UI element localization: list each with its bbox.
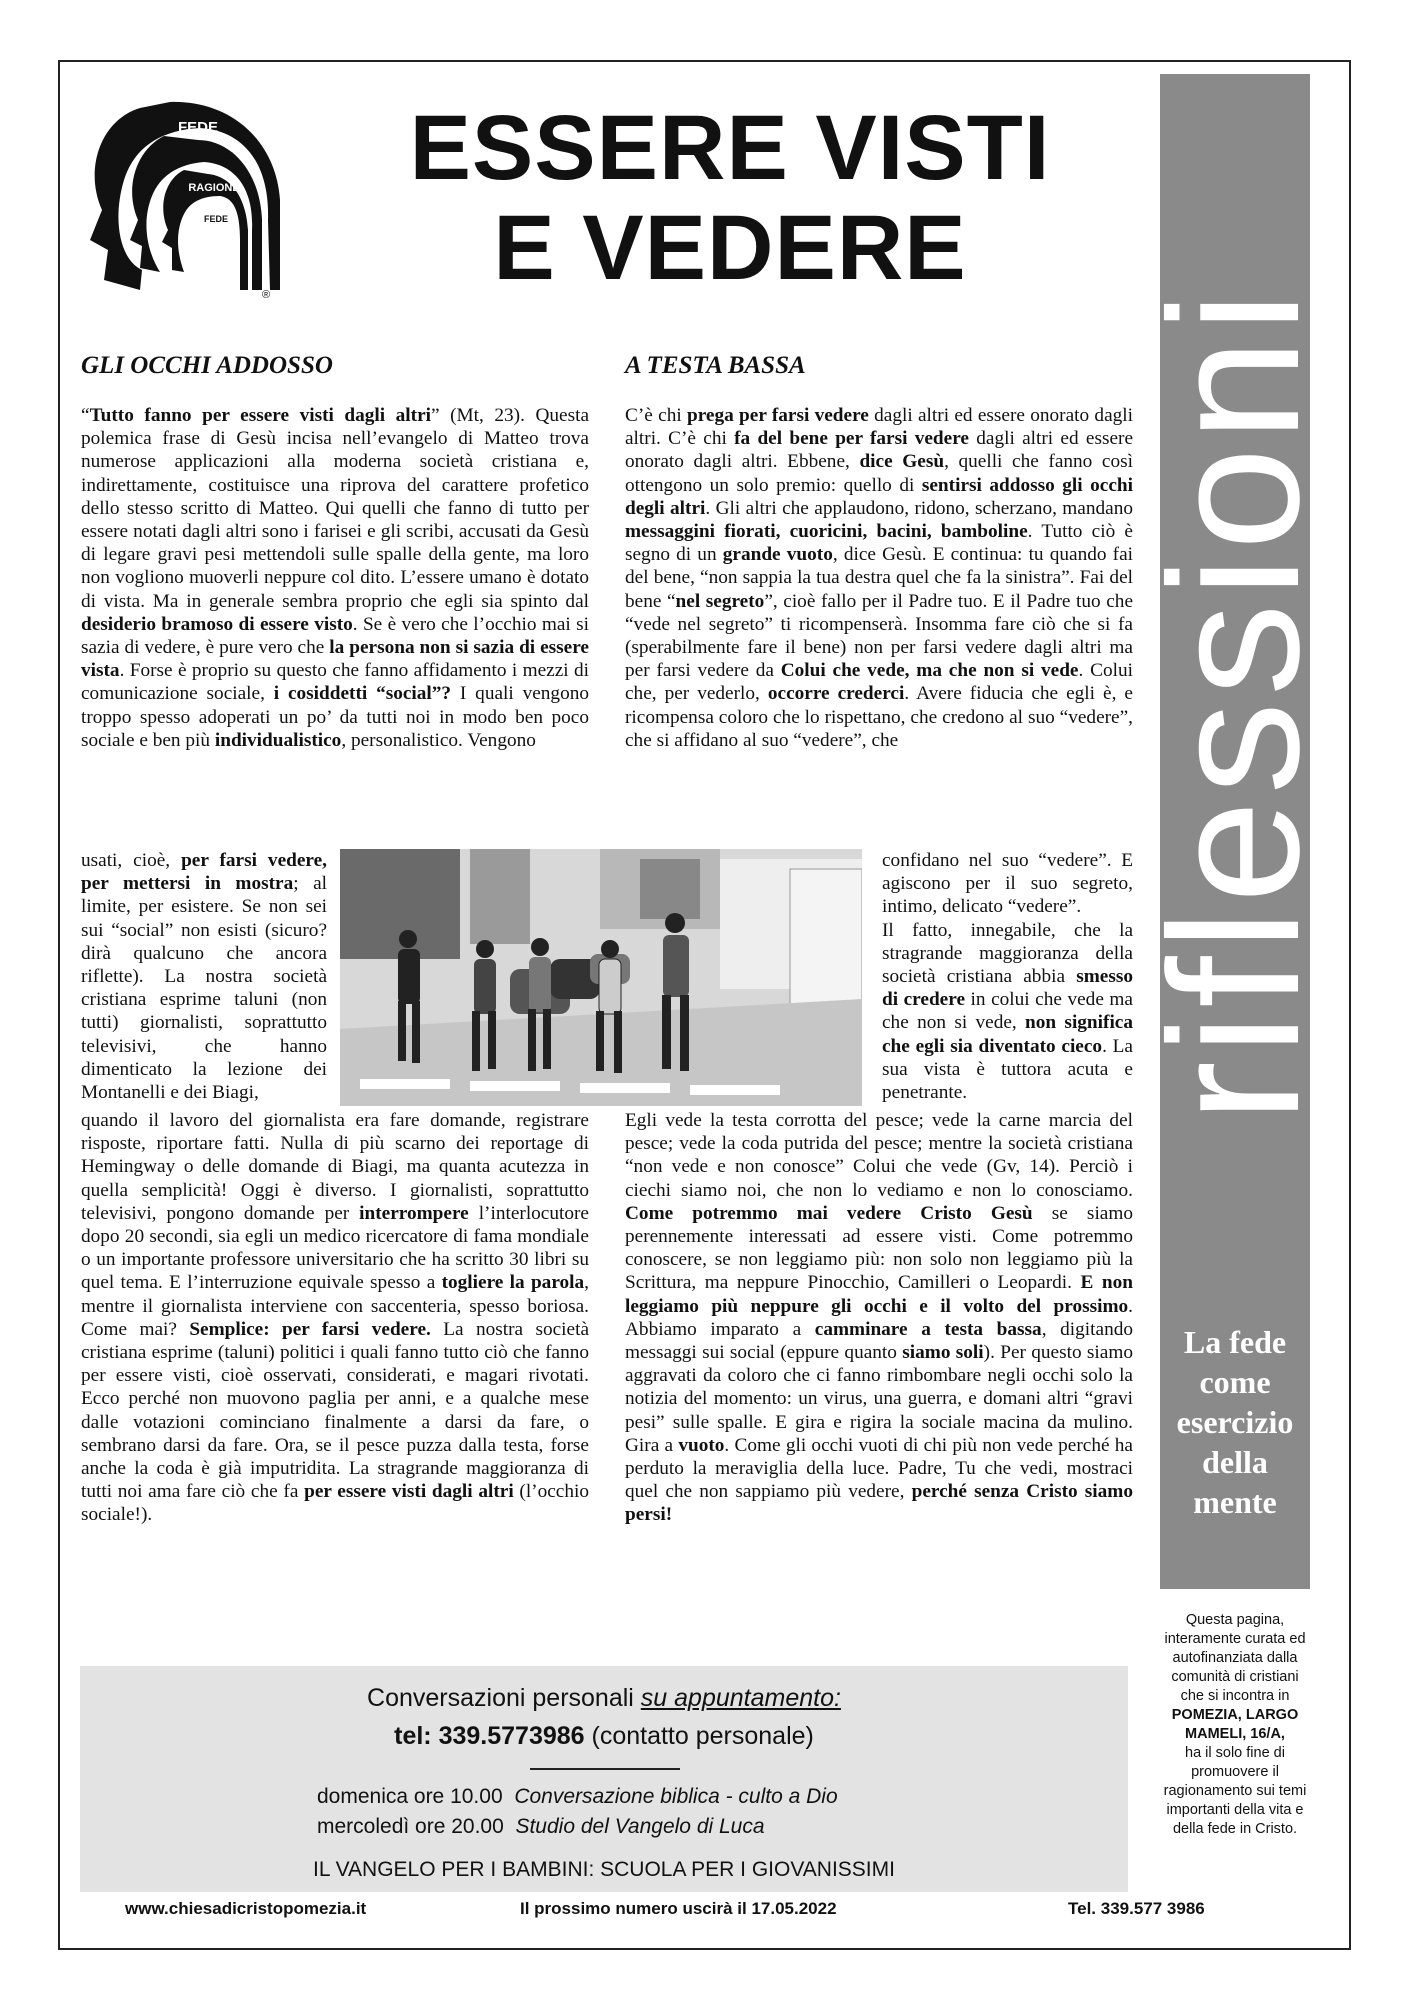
contact-box xyxy=(80,1666,1128,1892)
registered-mark: ® xyxy=(262,289,271,300)
schedule xyxy=(317,1782,838,1842)
tagline-line: della xyxy=(1202,1444,1268,1480)
note-place: POMEZIA, LARGO MAMELI, 16/A, xyxy=(1171,1707,1299,1742)
divider xyxy=(530,1768,680,1770)
left-column-text-bottom: quando il lavoro del giornalista era fare domande, registrare risposte, riportare fatti. Nulla di più scarno dei reportage di Hemingway o delle domande di Biagi, ma quanta acutezza in quella semplicità! Oggi è diverso. I giornalisti, soprattutto televisivi, pongono domande per interrompere l’interlocutore dopo 20 secondi, sia egli un medico ricercatore di fama mondiale o un importante professore universitario che ha scritto 30 libri su quel tema. E l’interruzione equivale spesso a togliere la parola, mentre il giornalista interviene con saccenteria, spesso boriosa. Come mai? Semplice: per farsi vedere. La nostra società cristiana esprime (taluni) politici i quali fanno tutto ciò che fanno per essere visti, cioè osservati, considerati, e magari rivotati. Ecco perché non muovono paglia per anni, e a qualche mese dalle votazioni cominciano finalmente a darsi da fare, o sembrano darsi da fare. Ora, se il pesce puzza dalla testa, forse anche la coda è già imputridita. La stragrande maggioranza di tutti noi ama fare ciò che fa per essere visti dagli altri (l’occhio sociale!). xyxy=(81,1110,589,1526)
tagline-line: come xyxy=(1199,1364,1271,1400)
logo-text-fede: FEDE xyxy=(177,119,219,136)
tagline-line: esercizio xyxy=(1176,1404,1294,1440)
logo-text-fede-inner: FEDE xyxy=(203,214,229,224)
phone-number[interactable]: tel: 339.5773986 xyxy=(394,1722,585,1750)
tagline-line: mente xyxy=(1193,1484,1277,1520)
page-title xyxy=(350,98,1110,298)
right-column-heading: A TESTA BASSA xyxy=(625,352,806,379)
tagline-line: La fede xyxy=(1183,1324,1287,1360)
schedule-item xyxy=(317,1782,838,1812)
note-text-end: ha il solo fine di promuovere il ragionamento sui temi importanti della vita e della fede in Cristo. xyxy=(1163,1745,1307,1837)
schedule-what: Conversazione biblica - culto a Dio xyxy=(514,1785,838,1808)
note-text: Questa pagina, interamente curata ed autofinanziata dalla comunità di cristiani che si incontra in xyxy=(1164,1612,1306,1704)
phone-note: (contatto personale) xyxy=(584,1722,814,1750)
street-photo-people-on-phones xyxy=(340,849,862,1106)
appointment-text: Conversazioni personali xyxy=(367,1684,641,1712)
logo-text-ragione-inner: RAGIONE xyxy=(188,182,240,194)
footer-next-issue: Il prossimo numero uscirà il 17.05.2022 xyxy=(520,1899,837,1918)
logo-text-ragione: RAGIONE xyxy=(182,151,234,163)
sidebar-tagline xyxy=(1160,1322,1310,1522)
title-line-1: ESSERE VISTI xyxy=(409,97,1051,199)
phone-line xyxy=(80,1722,1128,1751)
publisher-note xyxy=(1160,1611,1310,1839)
appointment-link[interactable]: su appuntamento: xyxy=(640,1684,841,1712)
left-column-heading: GLI OCCHI ADDOSSO xyxy=(81,352,333,379)
riflessioni-sidebar xyxy=(1132,74,1338,1589)
left-column-text-wrap: usati, cioè, per farsi vedere, per mettersi in mostra; al limite, per esistere. Se non sei sui “social” non esisti (sicuro? dirà qualcuno che ancora riflette). La nostra società cristiana esprime taluni (non tutti) giornalisti, soprattutto televisivi, che hanno dimenticato la lezione dei Montanelli e dei Biagi, xyxy=(81,850,328,1104)
schedule-item xyxy=(317,1812,838,1842)
right-column-text-top: C’è chi prega per farsi vedere dagli altri ed essere onorato dagli altri. C’è chi fa del bene per farsi vedere dagli altri ed essere onorato dagli altri. Ebbene, dice Gesù, quelli che fanno così ottengono un solo premio: quello di sentirsi addosso gli occhi degli altri. Gli altri che applaudono, ridono, scherzano, mandano messaggini fiorati, cuoricini, bacini, bamboline. Tutto ciò è segno di un grande vuoto, dice Gesù. E continua: tu quando fai del bene, “non sappia la tua destra quel che fa la sinistra”. Fai del bene “nel segreto”, cioè fallo per il Padre tuo. E il Padre tuo che “vede nel segreto” ti ricompenserà. Insomma fare ciò che si fa (sperabilmente fare il bene) non per farsi vedere dagli altri ma per farsi vedere da Colui che vede, ma che non si vede. Colui che, per vederlo, occorre crederci. Avere fiducia che egli è, e ricompensa coloro che lo rispettano, che credono al suo “vedere”, che si affidano al suo “vedere”, che xyxy=(625,405,1134,751)
left-column-text-top: “Tutto fanno per essere visti dagli altri” (Mt, 23). Questa polemica frase di Gesù incisa nell’evangelo di Matteo trova numerose applicazioni alla moderna società cristiana e, indirettamente, costituisce una riprova del carattere profetico dello stesso scritto di Matteo. Qui quelli che fanno di tutto per essere notati dagli altri sono i farisei e gli scribi, accusati da Gesù di legare gravi pesi mettendoli sulle spalle della gente, ma loro non vogliono muoverli neppure col dito. L’essere umano è dotato di vista. Ma in generale sembra proprio che egli sia spinto dal desiderio bramoso di essere visto. Se è vero che l’occhio mai si sazia di vedere, è pure vero che la persona non si sazia di essere vista. Forse è proprio su questo che fanno affidamento i mezzi di comunicazione sociale, i cosiddetti “social”? I quali vengono troppo spesso adoperati un po’ da tutti noi in modo ben poco sociale e ben più individualistico, personalistico. Vengono xyxy=(81,405,590,751)
appointment-line xyxy=(80,1684,1128,1713)
title-line-2: E VEDERE xyxy=(493,197,967,299)
fede-ragione-logo xyxy=(80,100,280,300)
sidebar-word: riflessioni xyxy=(1132,285,1338,1123)
right-column-text-bottom: Egli vede la testa corrotta del pesce; vede la carne marcia del pesce; vede la coda putrida del pesce; mentre la società cristiana “non vede e non conosce” Colui che vede (Gv, 14). Perciò i ciechi siamo noi, che non lo vediamo e non lo conosciamo. Come potremmo mai vedere Cristo Gesù se siamo perennemente interessati ad essere visti. Come potremmo conoscere, se non leggiamo più: non solo non leggiamo più la Scrittura, ma neppure Pinocchio, Camilleri o Leopardi. E non leggiamo più neppure gli occhi e il volto del prossimo. Abbiamo imparato a camminare a testa bassa, digitando messaggi sui social (eppure quanto siamo soli). Per questo siamo aggravati da coloro che ci fanno rimbombare negli occhi solo la notizia del momento: un virus, una guerra, e domani altri “gravi pesi” sulle spalle. E gira e rigira la sociale macina da mulino. Gira a vuoto. Come gli occhi vuoti di chi più non vede perché ha perduto la meraviglia della luce. Padre, Tu che vedi, mostraci quel che non sappiamo più vedere, perché senza Cristo siamo persi! xyxy=(625,1110,1134,1526)
schedule-when: domenica ore 10.00 xyxy=(317,1785,503,1808)
children-school-line: IL VANGELO PER I BAMBINI: SCUOLA PER I GIOVANISSIMI xyxy=(313,1858,895,1881)
footer-website[interactable]: www.chiesadicristopomezia.it xyxy=(125,1899,367,1918)
schedule-when: mercoledì ore 20.00 xyxy=(317,1815,504,1838)
schedule-what: Studio del Vangelo di Luca xyxy=(515,1815,765,1838)
right-column-text-wrap: confidano nel suo “vedere”. E agiscono per il suo segreto, intimo, delicato “vedere”. Il fatto, innegabile, che la stragrande maggioranza della società cristiana abbia smesso di credere in colui che vede ma che non si vede, non significa che egli sia diventato cieco. La sua vista è tuttora acuta e penetrante. xyxy=(882,850,1133,1104)
footer-phone[interactable]: Tel. 339.577 3986 xyxy=(1068,1899,1205,1918)
